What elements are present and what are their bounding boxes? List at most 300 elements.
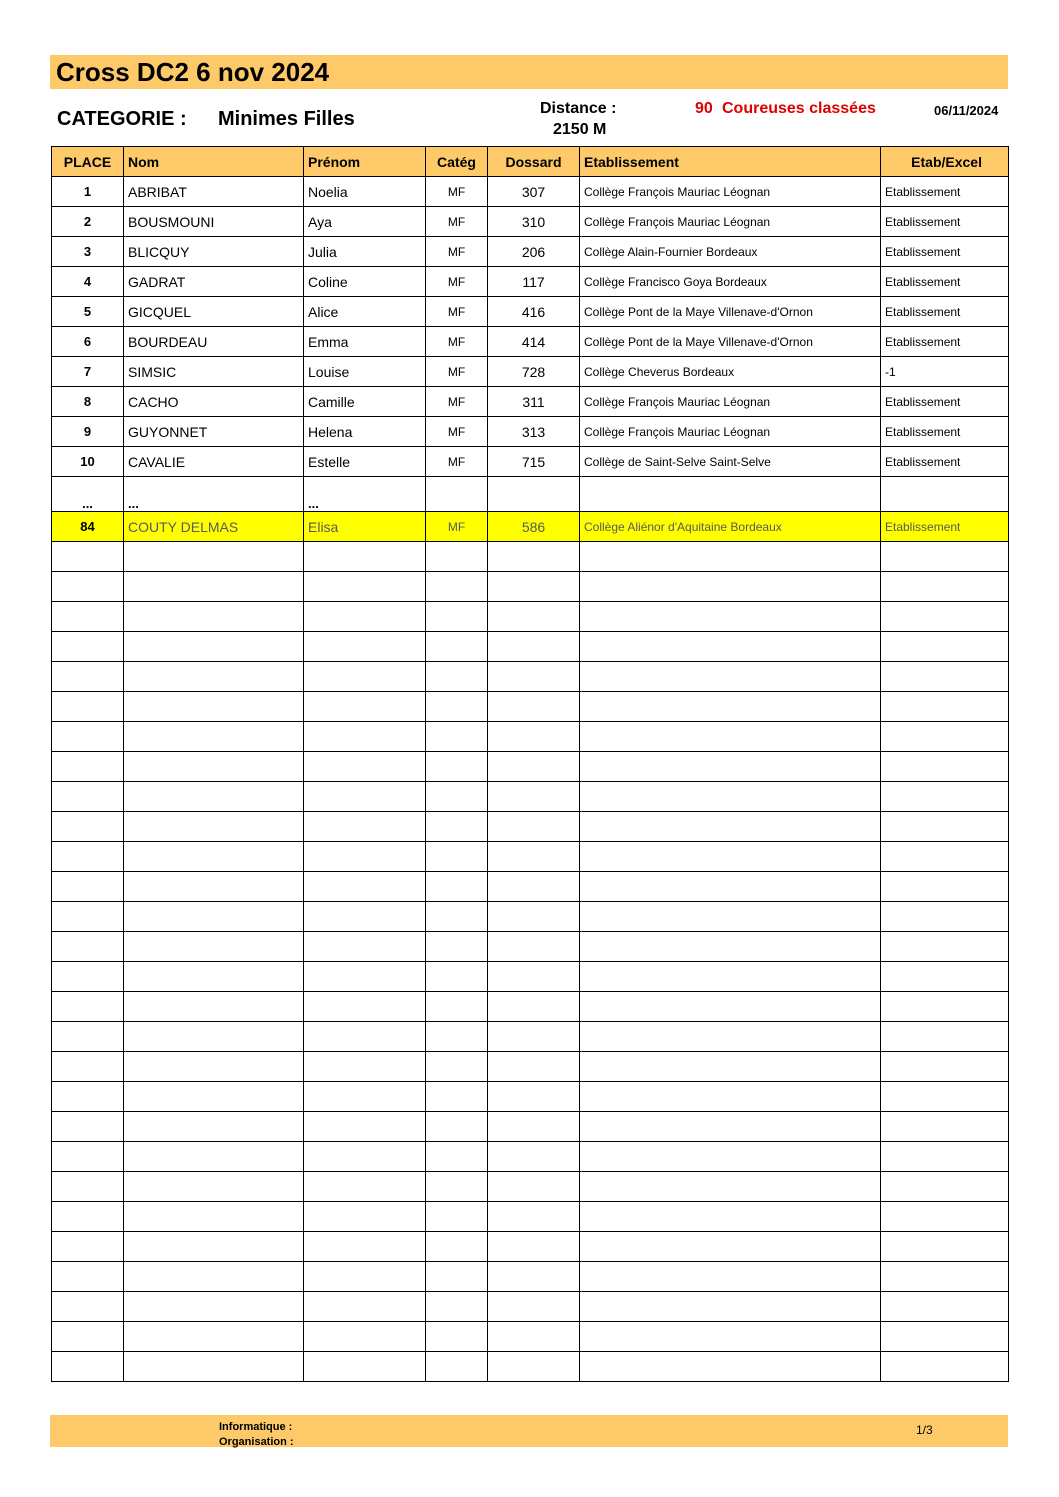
empty-cell [304, 692, 426, 722]
empty-cell [304, 1052, 426, 1082]
empty-cell [580, 932, 881, 962]
empty-cell [426, 1322, 488, 1352]
cell-categ: MF [426, 207, 488, 237]
empty-row [52, 902, 1009, 932]
empty-cell [124, 632, 304, 662]
empty-cell [580, 692, 881, 722]
empty-cell [881, 1112, 1009, 1142]
cell-place: 7 [52, 357, 124, 387]
empty-row [52, 1082, 1009, 1112]
empty-row [52, 992, 1009, 1022]
table-row [52, 417, 1009, 447]
empty-cell [881, 477, 1009, 512]
cell-etablissement: Collège Aliénor d'Aquitaine Bordeaux [580, 512, 881, 542]
cell-nom: SIMSIC [124, 357, 304, 387]
empty-cell [881, 782, 1009, 812]
cell-etab-excel: Etablissement [881, 177, 1009, 207]
empty-cell [580, 1172, 881, 1202]
empty-cell [52, 962, 124, 992]
empty-cell [52, 542, 124, 572]
empty-cell [488, 1082, 580, 1112]
empty-cell [304, 962, 426, 992]
cell-place: 8 [52, 387, 124, 417]
cell-place: 3 [52, 237, 124, 267]
empty-cell [52, 632, 124, 662]
empty-cell [124, 1022, 304, 1052]
empty-cell [426, 752, 488, 782]
cell-dossard: 416 [488, 297, 580, 327]
empty-cell [426, 1352, 488, 1382]
empty-cell [881, 632, 1009, 662]
cell-prenom: Noelia [304, 177, 426, 207]
empty-cell [124, 1322, 304, 1352]
footer-bar [50, 1415, 1008, 1447]
empty-cell [881, 722, 1009, 752]
empty-cell [304, 1172, 426, 1202]
empty-row [52, 722, 1009, 752]
cell-categ: MF [426, 447, 488, 477]
empty-cell [580, 1292, 881, 1322]
empty-cell [304, 992, 426, 1022]
empty-cell [488, 1052, 580, 1082]
cell-place: 10 [52, 447, 124, 477]
empty-cell [304, 542, 426, 572]
distance-value: 2150 M [553, 121, 607, 138]
empty-cell [881, 872, 1009, 902]
empty-cell [52, 1082, 124, 1112]
empty-row [52, 1352, 1009, 1382]
empty-cell [426, 1112, 488, 1142]
empty-cell [488, 1202, 580, 1232]
cell-nom: CAVALIE [124, 447, 304, 477]
empty-cell [52, 722, 124, 752]
empty-cell [488, 602, 580, 632]
empty-cell [580, 872, 881, 902]
cell-categ: MF [426, 387, 488, 417]
cell-place: 4 [52, 267, 124, 297]
empty-cell [881, 1142, 1009, 1172]
cell-prenom: Estelle [304, 447, 426, 477]
empty-row [52, 632, 1009, 662]
empty-cell [426, 1292, 488, 1322]
cell-place: 5 [52, 297, 124, 327]
empty-cell [304, 602, 426, 632]
empty-cell [881, 1232, 1009, 1262]
empty-cell [488, 542, 580, 572]
empty-cell [426, 1202, 488, 1232]
empty-cell [426, 602, 488, 632]
empty-cell [881, 1292, 1009, 1322]
empty-cell [426, 782, 488, 812]
empty-cell [304, 1142, 426, 1172]
cell-categ: MF [426, 177, 488, 207]
cell-etab-excel: -1 [881, 357, 1009, 387]
category-label: CATEGORIE : [57, 108, 187, 130]
empty-cell [488, 752, 580, 782]
empty-cell [881, 842, 1009, 872]
empty-cell [881, 1022, 1009, 1052]
empty-cell [304, 902, 426, 932]
empty-cell [52, 872, 124, 902]
empty-cell [426, 812, 488, 842]
cell-dossard: 206 [488, 237, 580, 267]
empty-cell [52, 692, 124, 722]
empty-cell [426, 1262, 488, 1292]
page-number: 1/3 [916, 1423, 933, 1437]
empty-cell [124, 1142, 304, 1172]
empty-cell [426, 722, 488, 752]
col-header-dossard: Dossard [488, 147, 580, 177]
cell-nom: GICQUEL [124, 297, 304, 327]
empty-cell [52, 1232, 124, 1262]
empty-row [52, 782, 1009, 812]
empty-cell [124, 992, 304, 1022]
empty-cell [124, 872, 304, 902]
empty-cell [304, 1202, 426, 1232]
empty-row [52, 932, 1009, 962]
empty-cell [52, 1202, 124, 1232]
cell-etablissement: Collège Pont de la Maye Villenave-d'Ornon [580, 327, 881, 357]
empty-cell [426, 692, 488, 722]
empty-cell [52, 1322, 124, 1352]
empty-cell [124, 542, 304, 572]
ellipsis-cell: ... [304, 477, 426, 512]
empty-cell [426, 1052, 488, 1082]
runner-count: 90 [695, 100, 713, 117]
empty-cell [304, 812, 426, 842]
empty-cell [580, 962, 881, 992]
empty-cell [580, 1352, 881, 1382]
empty-cell [488, 692, 580, 722]
empty-cell [426, 872, 488, 902]
ellipsis-cell: ... [124, 477, 304, 512]
empty-cell [580, 1202, 881, 1232]
empty-cell [124, 722, 304, 752]
empty-cell [124, 962, 304, 992]
empty-cell [580, 842, 881, 872]
empty-cell [488, 1112, 580, 1142]
cell-etablissement: Collège Pont de la Maye Villenave-d'Ornon [580, 297, 881, 327]
empty-cell [580, 782, 881, 812]
empty-row [52, 692, 1009, 722]
empty-cell [124, 902, 304, 932]
empty-cell [124, 1202, 304, 1232]
ellipsis-row [52, 477, 1009, 512]
empty-cell [580, 902, 881, 932]
highlighted-row [52, 512, 1009, 542]
cell-etablissement: Collège François Mauriac Léognan [580, 387, 881, 417]
empty-cell [488, 662, 580, 692]
empty-cell [881, 1172, 1009, 1202]
empty-cell [580, 1082, 881, 1112]
cell-prenom: Coline [304, 267, 426, 297]
cell-etab-excel: Etablissement [881, 267, 1009, 297]
empty-cell [124, 842, 304, 872]
empty-cell [304, 722, 426, 752]
empty-cell [124, 662, 304, 692]
empty-cell [426, 572, 488, 602]
empty-cell [881, 662, 1009, 692]
empty-cell [580, 1262, 881, 1292]
cell-etab-excel: Etablissement [881, 387, 1009, 417]
empty-cell [426, 932, 488, 962]
empty-row [52, 1172, 1009, 1202]
empty-cell [580, 1142, 881, 1172]
empty-row [52, 872, 1009, 902]
empty-cell [881, 812, 1009, 842]
empty-cell [488, 1022, 580, 1052]
empty-cell [52, 902, 124, 932]
empty-row [52, 662, 1009, 692]
table-row [52, 207, 1009, 237]
empty-row [52, 602, 1009, 632]
empty-cell [488, 1172, 580, 1202]
empty-row [52, 752, 1009, 782]
empty-cell [52, 992, 124, 1022]
empty-cell [881, 932, 1009, 962]
cell-dossard: 310 [488, 207, 580, 237]
empty-row [52, 1322, 1009, 1352]
cell-etablissement: Collège François Mauriac Léognan [580, 177, 881, 207]
cell-nom: COUTY DELMAS [124, 512, 304, 542]
cell-prenom: Helena [304, 417, 426, 447]
empty-cell [426, 962, 488, 992]
empty-row [52, 1232, 1009, 1262]
cell-nom: ABRIBAT [124, 177, 304, 207]
empty-cell [52, 1052, 124, 1082]
empty-cell [580, 812, 881, 842]
table-row [52, 297, 1009, 327]
cell-categ: MF [426, 357, 488, 387]
cell-nom: GUYONNET [124, 417, 304, 447]
empty-cell [426, 842, 488, 872]
empty-cell [304, 1322, 426, 1352]
empty-cell [52, 1142, 124, 1172]
empty-cell [881, 602, 1009, 632]
race-date: 06/11/2024 [934, 103, 999, 118]
cell-etab-excel: Etablissement [881, 297, 1009, 327]
cell-etablissement: Collège Francisco Goya Bordeaux [580, 267, 881, 297]
empty-cell [124, 602, 304, 632]
cell-etablissement: Collège Cheverus Bordeaux [580, 357, 881, 387]
col-header-etablissement: Etablissement [580, 147, 881, 177]
table-header-row [52, 147, 1009, 177]
empty-cell [580, 1232, 881, 1262]
empty-cell [52, 752, 124, 782]
empty-cell [426, 632, 488, 662]
empty-cell [426, 1022, 488, 1052]
empty-cell [580, 722, 881, 752]
cell-nom: GADRAT [124, 267, 304, 297]
empty-row [52, 842, 1009, 872]
empty-row [52, 572, 1009, 602]
cell-place: 6 [52, 327, 124, 357]
cell-dossard: 117 [488, 267, 580, 297]
empty-cell [426, 1082, 488, 1112]
cell-categ: MF [426, 512, 488, 542]
empty-row [52, 542, 1009, 572]
cell-categ: MF [426, 327, 488, 357]
cell-dossard: 307 [488, 177, 580, 207]
empty-cell [580, 542, 881, 572]
empty-cell [124, 782, 304, 812]
cell-etablissement: Collège François Mauriac Léognan [580, 207, 881, 237]
empty-row [52, 812, 1009, 842]
empty-cell [881, 962, 1009, 992]
cell-dossard: 586 [488, 512, 580, 542]
empty-cell [52, 1112, 124, 1142]
empty-cell [580, 1022, 881, 1052]
runner-count-label: Coureuses classées [722, 100, 876, 117]
empty-cell [52, 812, 124, 842]
cell-etablissement: Collège François Mauriac Léognan [580, 417, 881, 447]
empty-cell [881, 902, 1009, 932]
empty-row [52, 1142, 1009, 1172]
cell-etab-excel: Etablissement [881, 207, 1009, 237]
empty-cell [580, 1052, 881, 1082]
empty-cell [124, 1172, 304, 1202]
empty-cell [124, 1352, 304, 1382]
empty-cell [426, 477, 488, 512]
ellipsis-cell: ... [52, 477, 124, 512]
cell-prenom: Julia [304, 237, 426, 267]
cell-etablissement: Collège de Saint-Selve Saint-Selve [580, 447, 881, 477]
cell-etab-excel: Etablissement [881, 237, 1009, 267]
cell-prenom: Emma [304, 327, 426, 357]
empty-cell [488, 1352, 580, 1382]
empty-cell [488, 842, 580, 872]
empty-cell [580, 1112, 881, 1142]
empty-cell [488, 1262, 580, 1292]
cell-etab-excel: Etablissement [881, 417, 1009, 447]
empty-row [52, 1202, 1009, 1232]
empty-cell [580, 632, 881, 662]
empty-cell [881, 1322, 1009, 1352]
empty-cell [881, 752, 1009, 782]
empty-cell [488, 572, 580, 602]
cell-prenom: Elisa [304, 512, 426, 542]
empty-cell [124, 1082, 304, 1112]
empty-cell [304, 752, 426, 782]
empty-cell [426, 1142, 488, 1172]
empty-cell [488, 812, 580, 842]
cell-dossard: 311 [488, 387, 580, 417]
cell-etab-excel: Etablissement [881, 327, 1009, 357]
cell-nom: BLICQUY [124, 237, 304, 267]
results-body [52, 177, 1009, 1382]
cell-nom: BOURDEAU [124, 327, 304, 357]
empty-cell [488, 782, 580, 812]
empty-cell [124, 1232, 304, 1262]
empty-cell [426, 902, 488, 932]
cell-dossard: 313 [488, 417, 580, 447]
empty-row [52, 1022, 1009, 1052]
empty-cell [304, 932, 426, 962]
empty-cell [488, 872, 580, 902]
empty-cell [304, 1352, 426, 1382]
empty-cell [881, 1262, 1009, 1292]
empty-cell [580, 572, 881, 602]
empty-cell [304, 662, 426, 692]
cell-etab-excel: Etablissement [881, 512, 1009, 542]
informatique-label: Informatique : [219, 1421, 293, 1433]
empty-cell [52, 1172, 124, 1202]
col-header-etab-excel: Etab/Excel [881, 147, 1009, 177]
page-title: Cross DC2 6 nov 2024 [56, 57, 330, 87]
empty-cell [881, 572, 1009, 602]
col-header-categ: Catég [426, 147, 488, 177]
empty-row [52, 1292, 1009, 1322]
empty-cell [304, 1022, 426, 1052]
empty-cell [488, 477, 580, 512]
empty-cell [52, 602, 124, 632]
empty-cell [488, 632, 580, 662]
empty-cell [580, 992, 881, 1022]
empty-cell [52, 932, 124, 962]
cell-prenom: Aya [304, 207, 426, 237]
empty-row [52, 1262, 1009, 1292]
empty-cell [580, 662, 881, 692]
empty-cell [304, 1292, 426, 1322]
empty-cell [124, 752, 304, 782]
empty-cell [124, 1292, 304, 1322]
cell-nom: BOUSMOUNI [124, 207, 304, 237]
cell-etablissement: Collège Alain-Fournier Bordeaux [580, 237, 881, 267]
empty-cell [52, 842, 124, 872]
cell-categ: MF [426, 297, 488, 327]
empty-cell [52, 1292, 124, 1322]
empty-cell [52, 572, 124, 602]
cell-prenom: Camille [304, 387, 426, 417]
title-bar [50, 55, 1008, 89]
cell-categ: MF [426, 267, 488, 297]
empty-cell [426, 1172, 488, 1202]
empty-cell [124, 692, 304, 722]
empty-cell [304, 1082, 426, 1112]
col-header-place: PLACE [52, 147, 124, 177]
col-header-nom: Nom [124, 147, 304, 177]
table-row [52, 237, 1009, 267]
empty-cell [304, 572, 426, 602]
empty-cell [426, 992, 488, 1022]
cell-dossard: 414 [488, 327, 580, 357]
empty-cell [580, 1322, 881, 1352]
cell-dossard: 715 [488, 447, 580, 477]
empty-cell [52, 782, 124, 812]
col-header-prenom: Prénom [304, 147, 426, 177]
empty-cell [52, 1352, 124, 1382]
empty-cell [488, 1292, 580, 1322]
empty-cell [304, 632, 426, 662]
empty-cell [488, 962, 580, 992]
empty-cell [304, 782, 426, 812]
cell-place: 9 [52, 417, 124, 447]
empty-row [52, 1112, 1009, 1142]
empty-cell [426, 542, 488, 572]
table-row [52, 267, 1009, 297]
empty-cell [52, 662, 124, 692]
empty-cell [881, 692, 1009, 722]
empty-cell [488, 1232, 580, 1262]
empty-cell [881, 1202, 1009, 1232]
empty-cell [580, 602, 881, 632]
empty-cell [881, 542, 1009, 572]
table-row [52, 447, 1009, 477]
empty-cell [580, 477, 881, 512]
empty-cell [881, 1052, 1009, 1082]
distance-label: Distance : [540, 100, 617, 117]
cell-nom: CACHO [124, 387, 304, 417]
